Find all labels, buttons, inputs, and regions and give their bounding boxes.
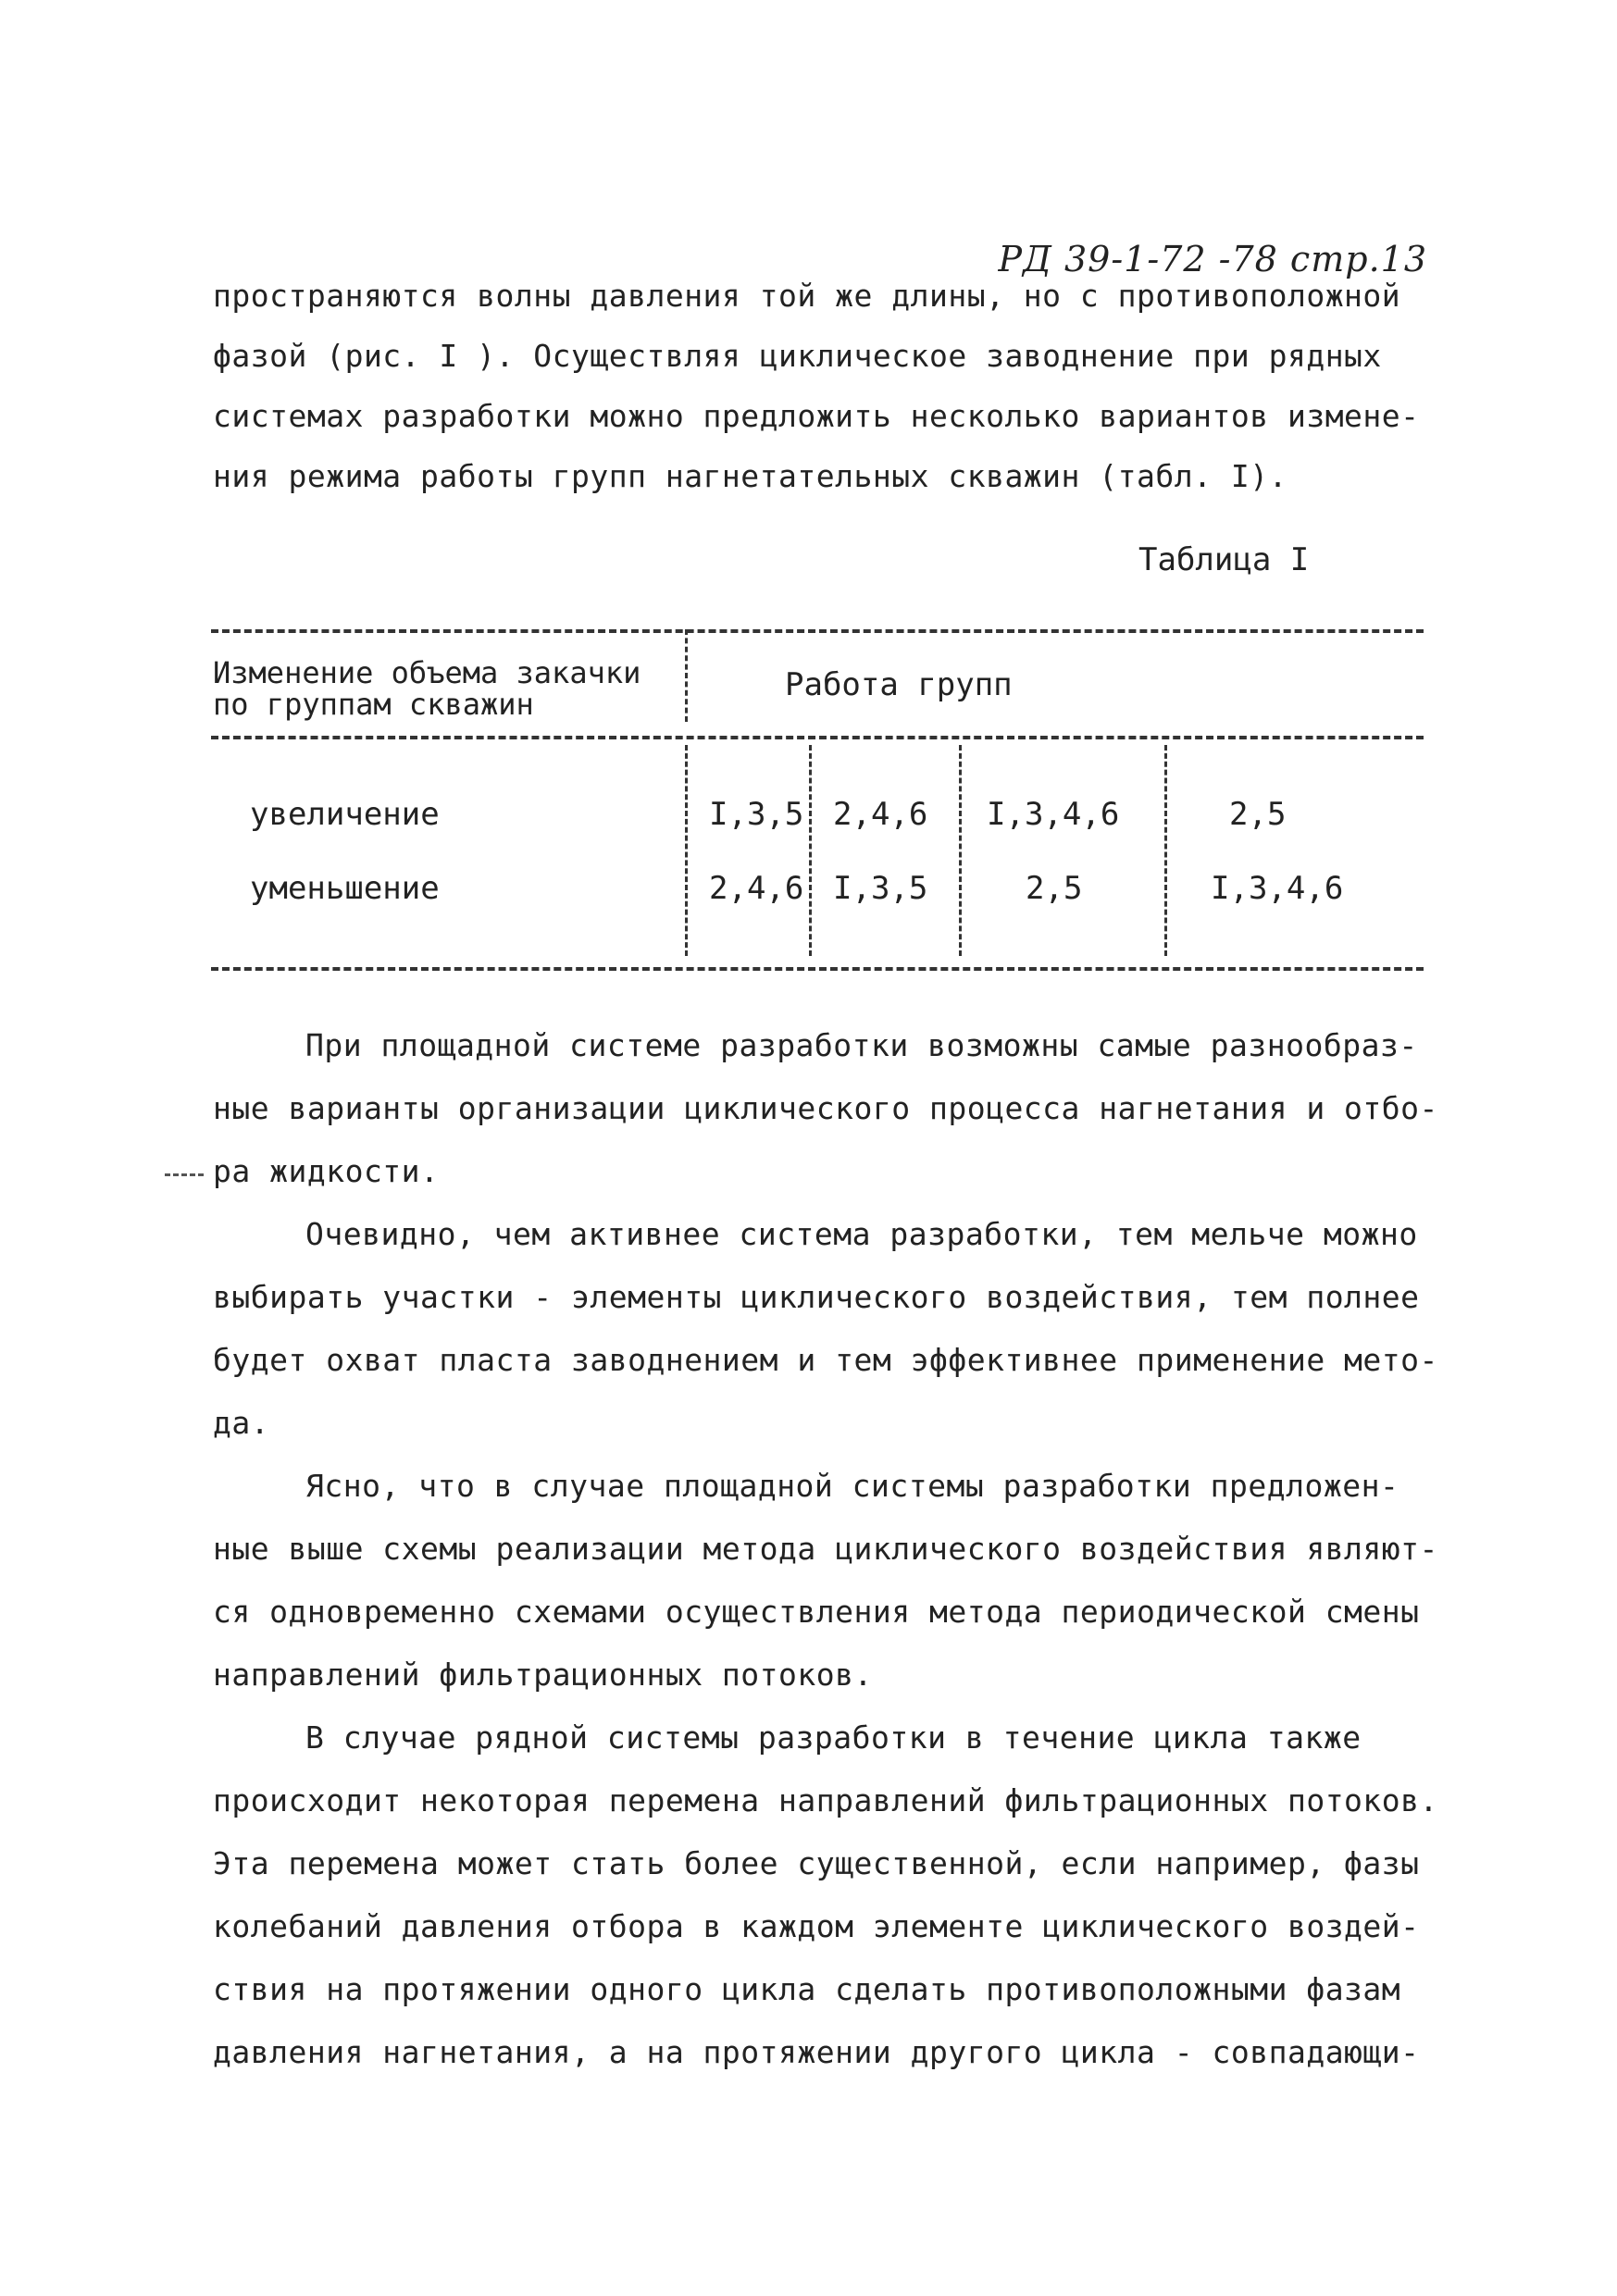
body-line: При площадной системе разработки возможны самые разнообраз- [305,1027,1418,1063]
table-cell: I,3,5 [709,796,804,833]
table-cell: 2,4,6 [709,870,804,907]
table-cell: 2,4,6 [833,796,928,833]
header-col1-line1: Изменение объема закачки [213,655,641,690]
col-divider [685,745,688,956]
body-line: происходит некоторая перемена направлений фильтрационных потоков. [213,1782,1438,1818]
body-line: будет охват пласта заводнением и тем эффективнее применение мето- [213,1342,1438,1378]
body-line: Ясно, что в случае площадной системы разработки предложен- [305,1468,1399,1504]
body-line: ра жидкости. [213,1153,440,1189]
table-cell: I,3,4,6 [987,796,1120,833]
col-divider [1164,745,1167,956]
body-line: колебаний давления отбора в каждом элементе циклического воздей- [213,1908,1420,1944]
intro-line: пространяются волны давления той же длины, но с противоположной [213,278,1401,314]
intro-line: фазой (рис. I ). Осуществляя циклическое заводнение при рядных [213,338,1382,374]
table-top-rule [211,629,1424,633]
body-line: ствия на протяжении одного цикла сделать противоположными фазам [213,1971,1401,2007]
header-col2: Работа групп [785,666,1013,703]
header-bottom-rule [211,736,1424,739]
page-header: РД 39-1-72 -78 стр.13 [998,239,1427,279]
table-cell: 2,5 [1229,796,1287,833]
table-bottom-rule [211,967,1424,971]
table-cell: I,3,5 [833,870,928,907]
margin-mark [165,1173,204,1176]
table-caption: Таблица I [1138,541,1310,578]
body-line: выбирать участки - элементы циклического воздействия, тем полнее [213,1279,1420,1315]
col-divider [959,745,962,956]
body-line: направлений фильтрационных потоков. [213,1657,873,1693]
body-line: давления нагнетания, а на протяжении другого цикла - совпадающи- [213,2034,1420,2070]
body-line: Очевидно, чем активнее система разработки, тем мельче можно [305,1216,1418,1252]
body-line: В случае рядной системы разработки в течение цикла также [305,1719,1362,1756]
body-line: ные выше схемы реализации метода циклического воздействия являют- [213,1531,1438,1567]
body-line: Эта перемена может стать более существенной, если например, фазы [213,1845,1420,1881]
header-col1-line2: по группам скважин [213,687,534,722]
row-label: увеличение [250,796,440,833]
body-line: ся одновременно схемами осуществления метода периодической смены [213,1594,1420,1630]
row-label: уменьшение [250,870,440,907]
intro-line: ния режима работы групп нагнетательных скважин (табл. I). [213,458,1287,494]
groups-table [211,629,1424,981]
col-divider [809,745,812,956]
header-divider [685,629,688,722]
table-cell: 2,5 [1026,870,1083,907]
body-line: да. [213,1405,270,1441]
body-line: ные варианты организации циклического процесса нагнетания и отбо- [213,1090,1438,1126]
intro-line: системах разработки можно предложить несколько вариантов измене- [213,398,1420,434]
table-cell: I,3,4,6 [1211,870,1344,907]
